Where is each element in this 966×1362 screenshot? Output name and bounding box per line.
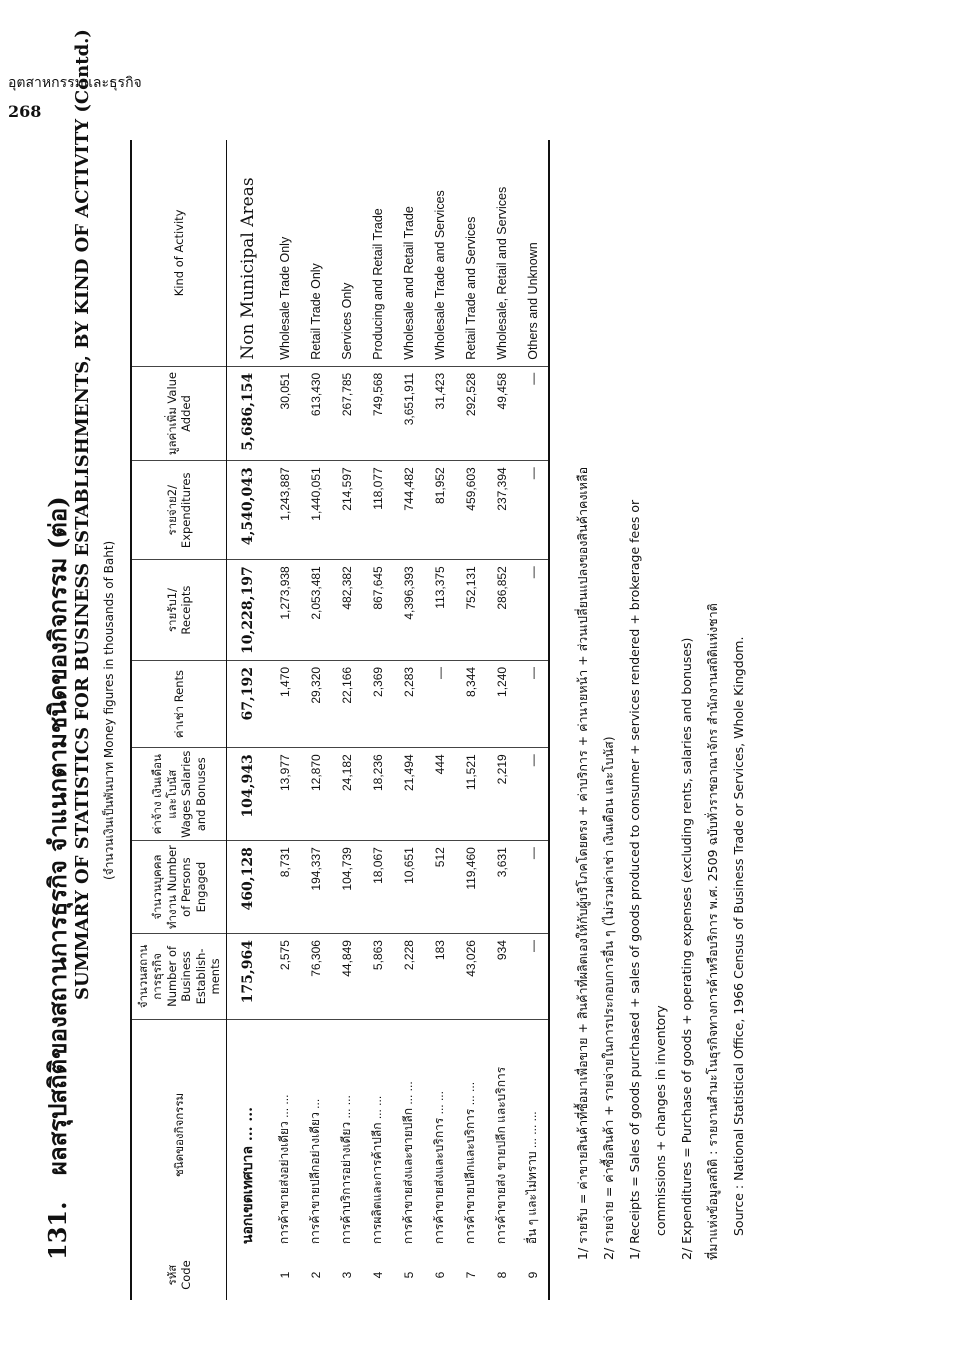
row-expenditures: 237,394 bbox=[486, 461, 517, 560]
row-expenditures: 744,482 bbox=[393, 461, 424, 560]
row-persons: 8,731 bbox=[269, 841, 300, 934]
row-value-added: 3,651,911 bbox=[393, 366, 424, 461]
table-row bbox=[269, 140, 300, 1300]
row-code: 6 bbox=[432, 1271, 447, 1279]
row-kind-english: Wholesale and Retail Trade bbox=[393, 140, 424, 366]
row-persons: 194,337 bbox=[300, 841, 331, 934]
row-code: 5 bbox=[401, 1271, 416, 1279]
footnote-english-1-cont: commissions + changes in inventory bbox=[653, 1005, 668, 1236]
row-name-thai: การค้าบริการอย่างเดียว ... ... bbox=[339, 1095, 354, 1245]
row-value-added: 749,568 bbox=[362, 366, 393, 461]
footnote-thai-2: 2/ รายจ่าย = ค่าซื้อสินค้า + รายจ่ายในการประกอบการอื่น ๆ (ไม่รวมค่าเช่า เงินเดือน และโบนัส) bbox=[601, 736, 616, 1260]
row-establishments: 2,575 bbox=[269, 934, 300, 1020]
header-expenditures: รายจ่าย2/ Expenditures bbox=[131, 461, 227, 560]
row-wages: 18,236 bbox=[362, 748, 393, 841]
row-name-thai: การค้าขายส่งอย่างเดียว ... ... bbox=[277, 1094, 292, 1245]
row-receipts: 482,382 bbox=[331, 560, 362, 661]
row-value-added: — bbox=[517, 366, 549, 461]
total-code bbox=[227, 1250, 270, 1300]
row-kind-english: Others and Unknown bbox=[517, 140, 549, 366]
total-name-thai: นอกเขตเทศบาล ... ... bbox=[240, 1106, 257, 1245]
footnote-english-2: 2/ Expenditures = Purchase of goods + operating expenses (excluding rents, salaries and bonuses) bbox=[679, 637, 694, 1260]
row-code: 4 bbox=[370, 1271, 385, 1279]
table-row bbox=[331, 140, 362, 1300]
row-wages: 13,977 bbox=[269, 748, 300, 841]
table-row bbox=[486, 140, 517, 1300]
page-number: 268 bbox=[8, 102, 42, 121]
row-wages: 24,182 bbox=[331, 748, 362, 841]
footnote-english-1: 1/ Receipts = Sales of goods purchased + sales of goods produced to consumer + services rendered + brokerage fees or bbox=[627, 499, 642, 1260]
table-row bbox=[455, 140, 486, 1300]
row-receipts: 867,645 bbox=[362, 560, 393, 661]
row-receipts: 113,375 bbox=[424, 560, 455, 661]
row-wages: 12,870 bbox=[300, 748, 331, 841]
row-name-thai: การค้าขายปลีกอย่างเดียว ... bbox=[308, 1098, 323, 1245]
row-expenditures: 1,243,887 bbox=[269, 461, 300, 560]
total-value-added: 5,686,154 bbox=[227, 366, 270, 461]
header-persons: จำนวนบุคคลทำงาน Number of Persons Engaged bbox=[131, 841, 227, 934]
total-wages: 104,943 bbox=[227, 748, 270, 841]
row-name-thai: การค้าขายส่ง ขายปลีก และบริการ bbox=[494, 1066, 509, 1245]
row-receipts: 286,852 bbox=[486, 560, 517, 661]
table-row bbox=[424, 140, 455, 1300]
row-value-added: 292,528 bbox=[455, 366, 486, 461]
header-row bbox=[131, 140, 227, 1300]
row-establishments: 5,863 bbox=[362, 934, 393, 1020]
header-value-added: มูลค่าเพิ่ม Value Added bbox=[131, 366, 227, 461]
header-activity-thai: ชนิดของกิจกรรม bbox=[131, 1019, 227, 1250]
row-name-thai: การค้าขายส่งและขายปลีก ... ... bbox=[401, 1081, 416, 1245]
row-kind-english: Retail Trade Only bbox=[300, 140, 331, 366]
header-code: รหัส Code bbox=[131, 1250, 227, 1300]
row-establishments: 44,849 bbox=[331, 934, 362, 1020]
header-wages: ค่าจ้าง เงินเดือน และโบนัส Wages Salaries and Bonuses bbox=[131, 748, 227, 841]
row-rents: 29,320 bbox=[300, 660, 331, 747]
row-establishments: 183 bbox=[424, 934, 455, 1020]
row-value-added: 613,430 bbox=[300, 366, 331, 461]
row-kind-english: Retail Trade and Services bbox=[455, 140, 486, 366]
total-expenditures: 4,540,043 bbox=[227, 461, 270, 560]
row-wages: 11,521 bbox=[455, 748, 486, 841]
row-establishments: — bbox=[517, 934, 549, 1020]
row-rents: 1,470 bbox=[269, 660, 300, 747]
unit-note: (จำนวนเงินเป็นพันบาท Money figures in thousands of Baht) bbox=[102, 540, 116, 880]
row-establishments: 76,306 bbox=[300, 934, 331, 1020]
total-receipts: 10,228,197 bbox=[227, 560, 270, 661]
row-receipts: 2,053,481 bbox=[300, 560, 331, 661]
row-wages: — bbox=[517, 748, 549, 841]
table-number: 131. bbox=[43, 1201, 72, 1260]
row-establishments: 43,026 bbox=[455, 934, 486, 1020]
row-persons: 10,651 bbox=[393, 841, 424, 934]
row-kind-english: Wholesale Trade and Services bbox=[424, 140, 455, 366]
row-expenditures: 459,603 bbox=[455, 461, 486, 560]
total-rents: 67,192 bbox=[227, 660, 270, 747]
running-head: อุตสาหกรรมและธุรกิจ bbox=[8, 75, 142, 91]
row-rents: — bbox=[424, 660, 455, 747]
row-receipts: 752,131 bbox=[455, 560, 486, 661]
table-title-english: SUMMARY OF STATISTICS FOR BUSINESS ESTABLISHMENTS, BY KIND OF ACTIVITY (Contd.) bbox=[72, 29, 93, 1000]
header-rents: ค่าเช่า Rents bbox=[131, 660, 227, 747]
table-row bbox=[393, 140, 424, 1300]
row-code: 2 bbox=[308, 1271, 323, 1279]
row-rents: — bbox=[517, 660, 549, 747]
row-kind-english: Services Only bbox=[331, 140, 362, 366]
row-name-thai: การค้าขายปลีกและบริการ ... ... bbox=[463, 1081, 478, 1245]
row-rents: 8,344 bbox=[455, 660, 486, 747]
row-persons: 119,460 bbox=[455, 841, 486, 934]
row-rents: 22,166 bbox=[331, 660, 362, 747]
row-persons: 18,067 bbox=[362, 841, 393, 934]
row-receipts: 4,396,393 bbox=[393, 560, 424, 661]
row-establishments: 2,228 bbox=[393, 934, 424, 1020]
row-expenditures: 1,440,051 bbox=[300, 461, 331, 560]
row-establishments: 934 bbox=[486, 934, 517, 1020]
row-persons: — bbox=[517, 841, 549, 934]
total-kind-english: Non Municipal Areas bbox=[227, 140, 270, 366]
table-row bbox=[362, 140, 393, 1300]
row-code: 9 bbox=[517, 1250, 549, 1300]
row-expenditures: 214,597 bbox=[331, 461, 362, 560]
row-expenditures: 81,952 bbox=[424, 461, 455, 560]
row-code: 7 bbox=[463, 1271, 478, 1279]
row-value-added: 30,051 bbox=[269, 366, 300, 461]
footnotes bbox=[570, 467, 752, 1260]
total-persons: 460,128 bbox=[227, 841, 270, 934]
row-code: 1 bbox=[277, 1271, 292, 1279]
row-code: 8 bbox=[494, 1271, 509, 1279]
row-persons: 512 bbox=[424, 841, 455, 934]
total-establishments: 175,964 bbox=[227, 934, 270, 1020]
row-expenditures: — bbox=[517, 461, 549, 560]
row-kind-english: Wholesale Trade Only bbox=[269, 140, 300, 366]
header-kind-english: Kind of Activity bbox=[131, 140, 227, 366]
table-row bbox=[300, 140, 331, 1300]
row-rents: 2,283 bbox=[393, 660, 424, 747]
row-kind-english: Producing and Retail Trade bbox=[362, 140, 393, 366]
source-english: Source : National Statistical Office, 1966 Census of Business Trade or Services, Whole Kingdom. bbox=[731, 636, 746, 1236]
row-name-thai: การผลิตและการค้าปลีก ... ... bbox=[370, 1095, 385, 1245]
header-establishments: จำนวนสถานการธุรกิจ Number of Business Establish-ments bbox=[131, 934, 227, 1020]
total-row bbox=[227, 140, 270, 1300]
row-name-thai: การค้าขายส่งและบริการ ... ... bbox=[432, 1091, 447, 1245]
table-row bbox=[517, 140, 549, 1300]
statistics-table bbox=[130, 140, 550, 1300]
header-receipts: รายรับ1/ Receipts bbox=[131, 560, 227, 661]
row-kind-english: Wholesale, Retail and Services bbox=[486, 140, 517, 366]
row-rents: 2,369 bbox=[362, 660, 393, 747]
title-thai-text: ผลสรุปสถิติของสถานการธุรกิจ จำแนกตามชนิดของกิจกรรม (ต่อ) bbox=[43, 496, 72, 1176]
row-wages: 444 bbox=[424, 748, 455, 841]
row-value-added: 31,423 bbox=[424, 366, 455, 461]
row-persons: 3,631 bbox=[486, 841, 517, 934]
row-rents: 1,240 bbox=[486, 660, 517, 747]
row-receipts: — bbox=[517, 560, 549, 661]
row-value-added: 267,785 bbox=[331, 366, 362, 461]
footnote-thai-1: 1/ รายรับ = ค่าขายสินค้าที่ซื้อมาเพื่อขาย + สินค้าที่ผลิตเองให้กับผู้บริโภคโดยตรง + ค่าบริการ + ค่านายหน้า + ส่วนเปลี่ยนแปลงของสินค้าคงเหลือ bbox=[575, 466, 590, 1260]
row-code: 3 bbox=[339, 1271, 354, 1279]
row-value-added: 49,458 bbox=[486, 366, 517, 461]
row-receipts: 1,273,938 bbox=[269, 560, 300, 661]
row-persons: 104,739 bbox=[331, 841, 362, 934]
row-expenditures: 118,077 bbox=[362, 461, 393, 560]
row-wages: 2,219 bbox=[486, 748, 517, 841]
source-thai: ที่มาแห่งข้อมูลสถิติ : รายงานสำมะโนธุรกิจทางการค้าหรือบริการ พ.ศ. 2509 ฉบับทั่วราชอาณาจักร สำนักงานสถิติแห่งชาติ bbox=[705, 603, 720, 1260]
row-wages: 21,494 bbox=[393, 748, 424, 841]
row-name-thai: อื่น ๆ และไม่ทราบ ... ... ... bbox=[517, 1019, 549, 1250]
